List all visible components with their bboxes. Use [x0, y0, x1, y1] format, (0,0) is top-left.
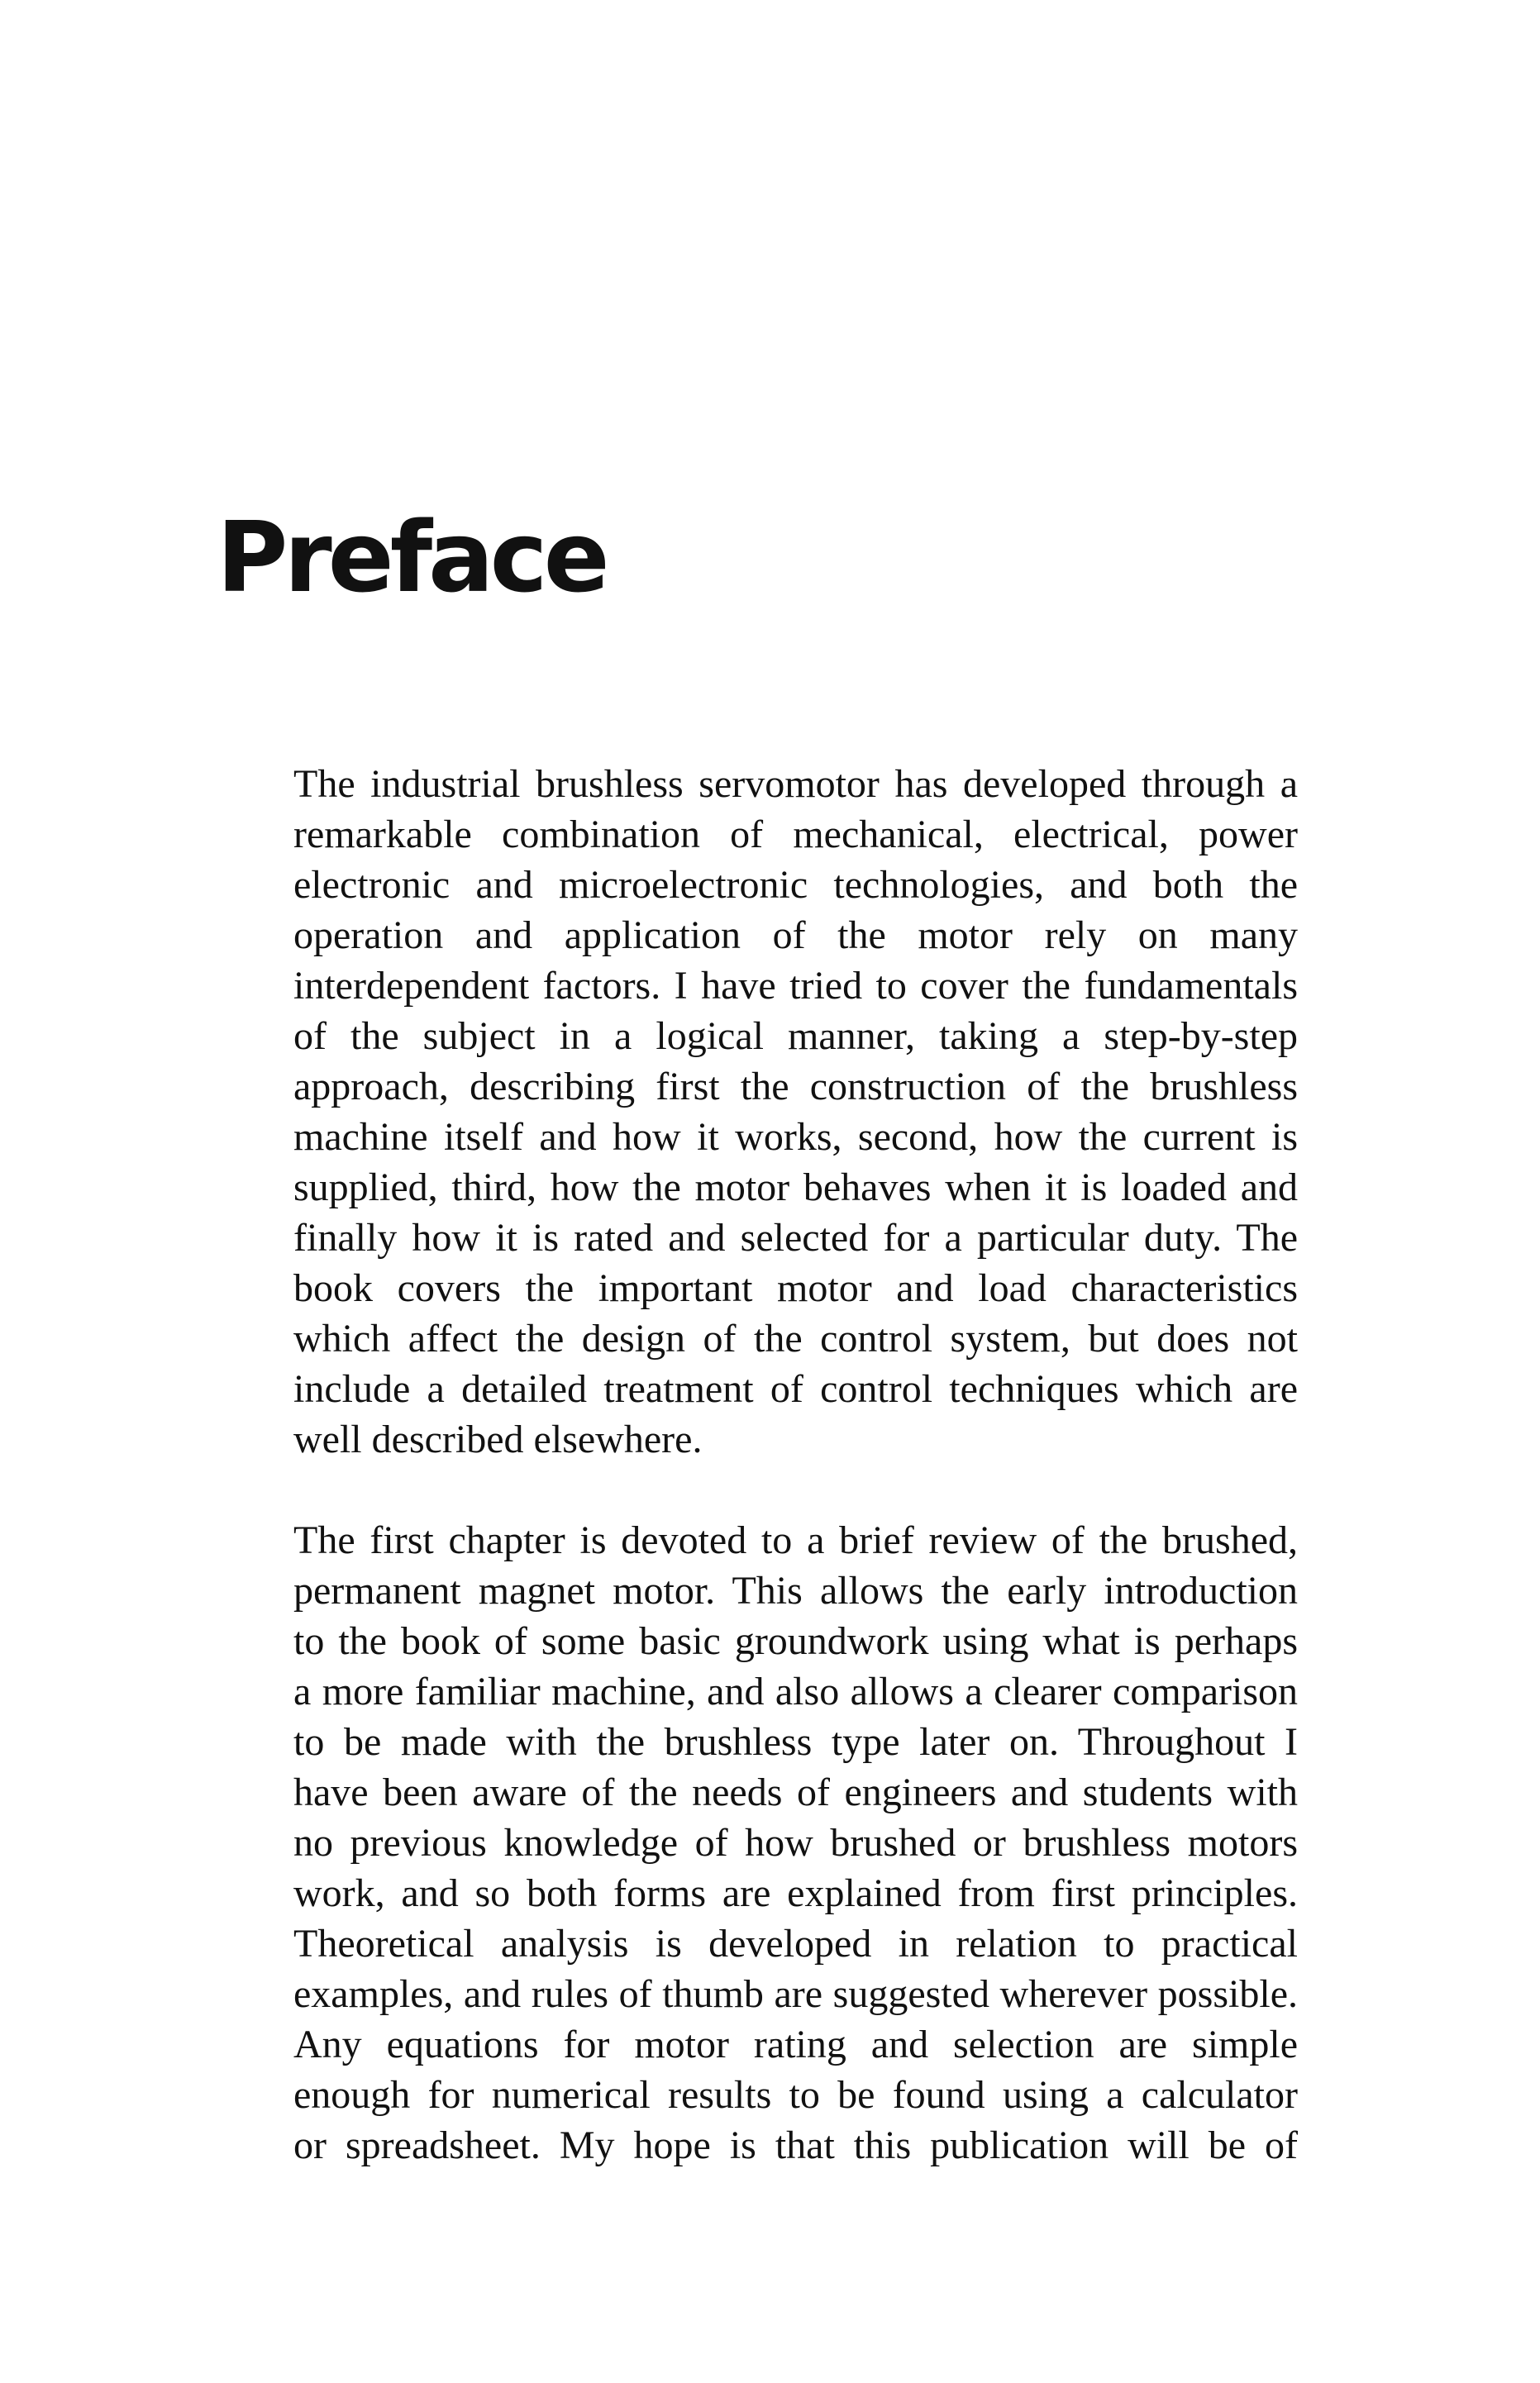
text-line: electronic and microelectronic technologies, and both the — [293, 863, 1298, 907]
text-line: a more familiar machine, and also allows a clearer comparison — [293, 1670, 1298, 1713]
text-line: permanent magnet motor. This allows the early introduction — [293, 1569, 1298, 1613]
text-line: work, and so both forms are explained from first principles. — [293, 1871, 1298, 1915]
text-line: include a detailed treatment of control techniques which are — [293, 1367, 1298, 1411]
text-line: machine itself and how it works, second, how the current is — [293, 1115, 1298, 1159]
text-line: The first chapter is devoted to a brief review of the brushed, — [293, 1518, 1298, 1562]
text-line: which affect the design of the control system, but does not — [293, 1317, 1298, 1361]
body-text — [293, 759, 1298, 2171]
text-line: finally how it is rated and selected for a particular duty. The — [293, 1216, 1298, 1260]
text-line: supplied, third, how the motor behaves when it is loaded and — [293, 1165, 1298, 1209]
text-line: operation and application of the motor rely on many — [293, 913, 1298, 957]
text-line: Any equations for motor rating and selection are simple — [293, 2023, 1298, 2066]
text-line: book covers the important motor and load characteristics — [293, 1266, 1298, 1310]
page-title: Preface — [217, 500, 606, 614]
text-line: or spreadsheet. My hope is that this publication will be of — [293, 2123, 1298, 2167]
text-line: no previous knowledge of how brushed or brushless motors — [293, 1821, 1298, 1865]
text-line: of the subject in a logical manner, taking a step-by-step — [293, 1014, 1298, 1058]
paragraph-2 — [293, 1515, 1298, 2171]
text-line: examples, and rules of thumb are suggested wherever possible. — [293, 1972, 1298, 2016]
text-line: remarkable combination of mechanical, electrical, power — [293, 813, 1298, 856]
text-line: well described elsewhere. — [293, 1418, 703, 1461]
paragraph-gap — [293, 1465, 1298, 1515]
text-line: enough for numerical results to be found using a calculator — [293, 2073, 1298, 2117]
text-line: approach, describing first the construction of the brushless — [293, 1065, 1298, 1108]
text-line: interdependent factors. I have tried to cover the fundamentals — [293, 964, 1298, 1008]
text-line: to the book of some basic groundwork using what is perhaps — [293, 1619, 1298, 1663]
paragraph-1 — [293, 759, 1298, 1465]
text-line: have been aware of the needs of engineers and students with — [293, 1771, 1298, 1814]
text-line: The industrial brushless servomotor has developed through a — [293, 762, 1298, 806]
text-line: Theoretical analysis is developed in relation to practical — [293, 1922, 1298, 1966]
text-line: to be made with the brushless type later on. Throughout I — [293, 1720, 1298, 1764]
